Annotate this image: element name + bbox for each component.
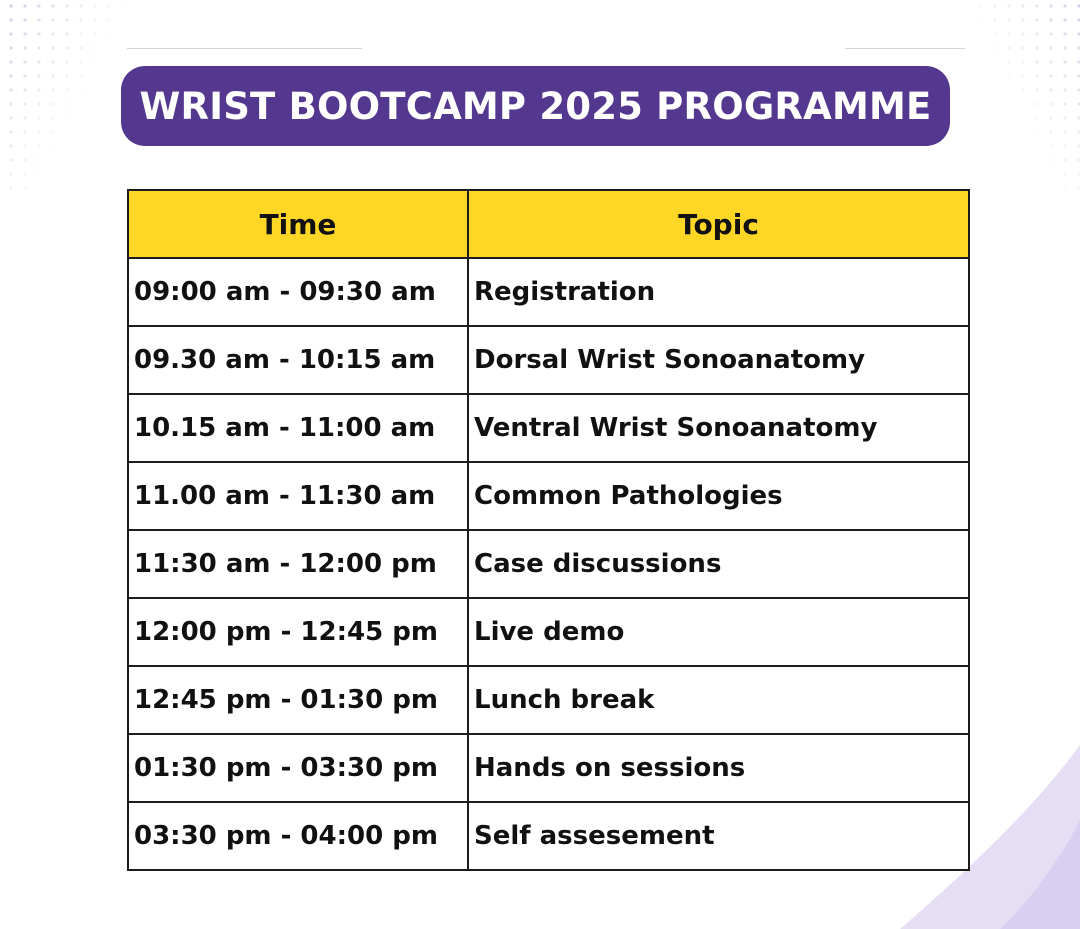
dot <box>1063 186 1066 189</box>
dot <box>65 18 68 21</box>
dot <box>37 60 40 63</box>
dot <box>93 60 96 63</box>
table-row <box>128 258 969 326</box>
dot <box>1049 172 1052 175</box>
dot <box>93 46 96 49</box>
dot <box>79 60 82 63</box>
table-row <box>128 666 969 734</box>
dot <box>51 18 54 21</box>
programme-title: WRIST BOOTCAMP 2025 PROGRAMME <box>121 66 950 146</box>
dot <box>9 144 12 147</box>
dot <box>37 74 40 77</box>
dot <box>65 32 68 35</box>
dot <box>1035 4 1038 7</box>
dot <box>23 4 26 7</box>
dot <box>993 4 996 7</box>
dot <box>37 158 40 161</box>
dot <box>37 4 40 7</box>
dot <box>1021 102 1024 105</box>
dot <box>23 158 26 161</box>
dot <box>23 88 26 91</box>
topic-cell: Lunch break <box>468 666 969 734</box>
dot <box>1049 46 1052 49</box>
dot <box>65 88 68 91</box>
dot <box>993 60 996 63</box>
dot <box>1007 18 1010 21</box>
time-cell: 03:30 pm - 04:00 pm <box>128 802 468 870</box>
topic-cell: Case discussions <box>468 530 969 598</box>
dot <box>23 32 26 35</box>
dot <box>51 130 54 133</box>
dot <box>93 32 96 35</box>
dot <box>1063 102 1066 105</box>
dot <box>1021 74 1024 77</box>
dot <box>1035 74 1038 77</box>
dot <box>23 116 26 119</box>
topic-cell: Common Pathologies <box>468 462 969 530</box>
dot <box>37 18 40 21</box>
topic-column-header: Topic <box>468 190 969 258</box>
dot <box>1035 18 1038 21</box>
dot <box>37 172 40 175</box>
dot <box>979 18 982 21</box>
dot <box>79 88 82 91</box>
dot <box>1007 46 1010 49</box>
dot <box>1049 130 1052 133</box>
dot <box>51 60 54 63</box>
dot <box>65 46 68 49</box>
topic-cell: Dorsal Wrist Sonoanatomy <box>468 326 969 394</box>
table-row <box>128 802 969 870</box>
dot <box>79 32 82 35</box>
dot <box>979 32 982 35</box>
dot <box>1035 46 1038 49</box>
time-cell: 09:00 am - 09:30 am <box>128 258 468 326</box>
table-row <box>128 598 969 666</box>
dot <box>65 4 68 7</box>
table-row <box>128 326 969 394</box>
topic-cell: Live demo <box>468 598 969 666</box>
dot <box>1035 60 1038 63</box>
dot <box>1049 116 1052 119</box>
top-divider-right <box>845 48 965 49</box>
time-cell: 11.00 am - 11:30 am <box>128 462 468 530</box>
dot <box>51 102 54 105</box>
dot <box>1049 88 1052 91</box>
dot <box>107 4 110 7</box>
topic-cell: Self assesement <box>468 802 969 870</box>
dot <box>23 18 26 21</box>
dot <box>51 144 54 147</box>
dot <box>993 46 996 49</box>
dot <box>1007 88 1010 91</box>
dot <box>23 144 26 147</box>
top-divider-left <box>127 48 362 49</box>
dot <box>1063 4 1066 7</box>
topic-cell: Ventral Wrist Sonoanatomy <box>468 394 969 462</box>
dot <box>51 46 54 49</box>
schedule-table <box>127 189 970 871</box>
dot <box>93 4 96 7</box>
table-row <box>128 530 969 598</box>
dot <box>1063 18 1066 21</box>
time-cell: 10.15 am - 11:00 am <box>128 394 468 462</box>
dot <box>1021 4 1024 7</box>
dot <box>65 60 68 63</box>
dot <box>23 186 26 189</box>
dot <box>107 32 110 35</box>
time-cell: 12:00 pm - 12:45 pm <box>128 598 468 666</box>
dot <box>9 32 12 35</box>
time-cell: 11:30 am - 12:00 pm <box>128 530 468 598</box>
dot <box>1063 88 1066 91</box>
dot <box>1049 74 1052 77</box>
dot <box>1049 18 1052 21</box>
dot <box>23 46 26 49</box>
dot <box>37 144 40 147</box>
dot <box>9 60 12 63</box>
dot <box>37 88 40 91</box>
dot <box>1063 116 1066 119</box>
dot <box>65 74 68 77</box>
time-cell: 01:30 pm - 03:30 pm <box>128 734 468 802</box>
dot <box>1021 32 1024 35</box>
dot <box>1063 158 1066 161</box>
dot <box>1007 32 1010 35</box>
dot <box>9 130 12 133</box>
dot <box>1035 88 1038 91</box>
dot <box>23 60 26 63</box>
topic-cell: Registration <box>468 258 969 326</box>
dot <box>1063 46 1066 49</box>
dot <box>993 18 996 21</box>
dot <box>1035 144 1038 147</box>
dot <box>1021 60 1024 63</box>
dot <box>79 46 82 49</box>
dot <box>9 88 12 91</box>
dot <box>1007 60 1010 63</box>
dot <box>1063 172 1066 175</box>
dot <box>965 4 968 7</box>
dot <box>1035 32 1038 35</box>
dot <box>1049 144 1052 147</box>
dot <box>37 102 40 105</box>
dot <box>9 158 12 161</box>
dot <box>1007 74 1010 77</box>
dot <box>37 116 40 119</box>
dot <box>9 74 12 77</box>
topic-cell: Hands on sessions <box>468 734 969 802</box>
dot <box>107 18 110 21</box>
dot <box>1007 4 1010 7</box>
dot <box>23 74 26 77</box>
dot <box>1021 46 1024 49</box>
dot <box>1063 60 1066 63</box>
dot <box>65 102 68 105</box>
dot <box>1035 130 1038 133</box>
dot <box>993 32 996 35</box>
dot <box>51 74 54 77</box>
dot <box>37 32 40 35</box>
dot <box>9 46 12 49</box>
dot <box>1063 74 1066 77</box>
dots-left-decoration <box>9 4 124 189</box>
dot <box>1049 60 1052 63</box>
dot <box>51 32 54 35</box>
dot <box>37 130 40 133</box>
dot <box>23 172 26 175</box>
table-header-row <box>128 190 969 258</box>
table-row <box>128 462 969 530</box>
dot <box>37 46 40 49</box>
dot <box>1021 18 1024 21</box>
dot <box>79 18 82 21</box>
dot <box>79 74 82 77</box>
time-cell: 09.30 am - 10:15 am <box>128 326 468 394</box>
time-cell: 12:45 pm - 01:30 pm <box>128 666 468 734</box>
table-row <box>128 394 969 462</box>
dot <box>23 130 26 133</box>
dot <box>51 88 54 91</box>
dot <box>79 4 82 7</box>
dot <box>9 186 12 189</box>
dot <box>9 18 12 21</box>
dot <box>9 4 12 7</box>
dot <box>1063 130 1066 133</box>
dot <box>1063 32 1066 35</box>
dot <box>65 116 68 119</box>
dot <box>1035 102 1038 105</box>
dot <box>23 102 26 105</box>
time-column-header: Time <box>128 190 468 258</box>
dot <box>1049 4 1052 7</box>
dot <box>121 4 124 7</box>
dot <box>1021 116 1024 119</box>
dot <box>1049 32 1052 35</box>
dot <box>9 102 12 105</box>
dots-right-decoration <box>965 4 1080 189</box>
dot <box>93 18 96 21</box>
dot <box>51 116 54 119</box>
dot <box>1035 116 1038 119</box>
dot <box>979 4 982 7</box>
dot <box>51 4 54 7</box>
table-row <box>128 734 969 802</box>
dot <box>1049 158 1052 161</box>
dot <box>1049 102 1052 105</box>
dot <box>1021 88 1024 91</box>
dot <box>9 172 12 175</box>
dot <box>1063 144 1066 147</box>
dot <box>9 116 12 119</box>
